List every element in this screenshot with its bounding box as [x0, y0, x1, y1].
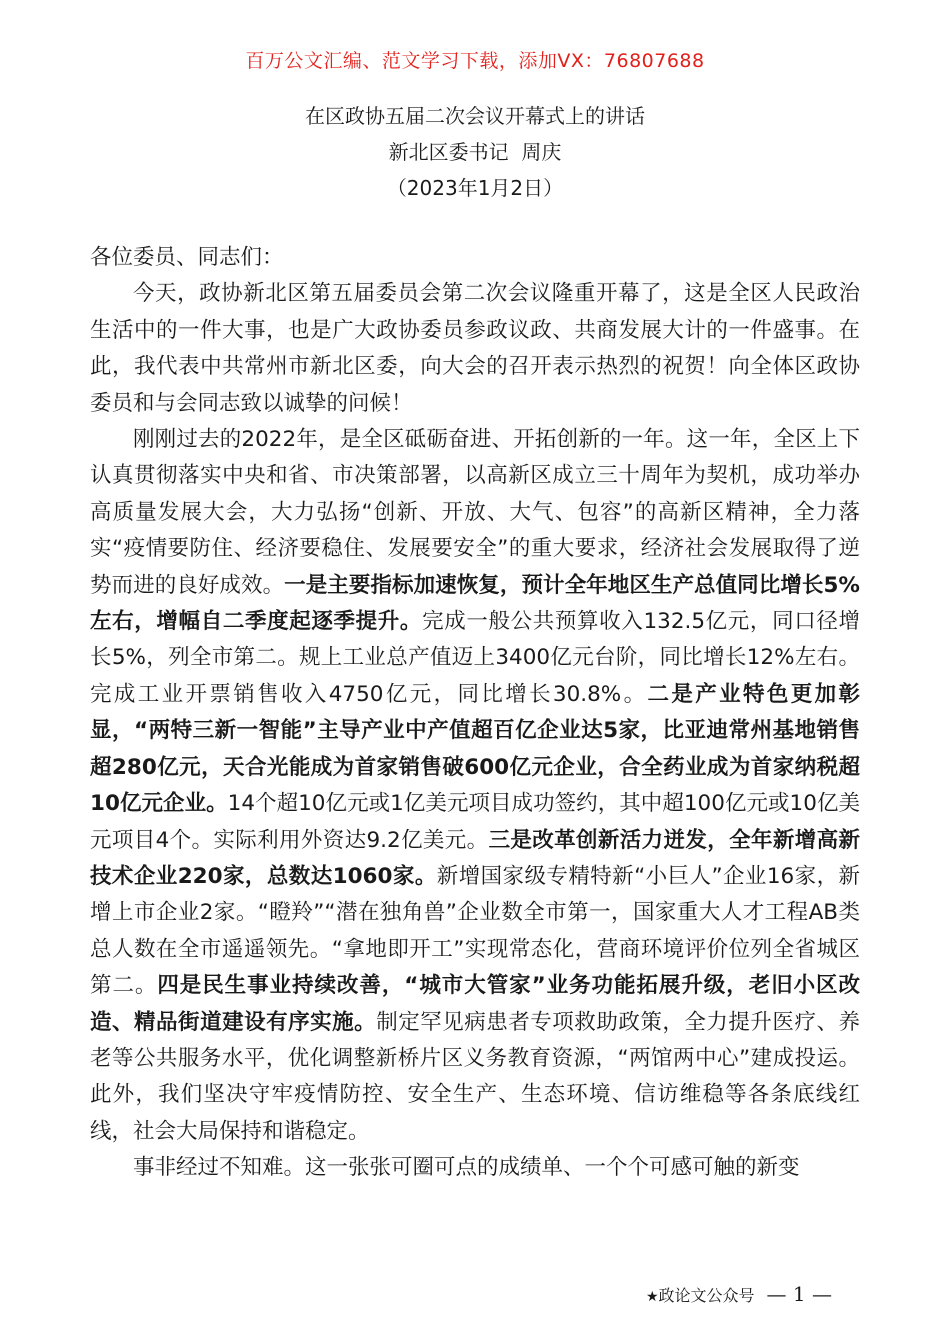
title-block [0, 98, 950, 206]
speech-body [90, 240, 860, 1187]
achievements-intro: 刚刚过去的2022年，是全区砥砺奋进、开拓创新的一年。这一年，全区上下认真贯彻落实中央和省、市决策部署，以高新区成立三十周年为契机，成功举办高质量发展大会，大力弘扬“创新、开放、大气、包容”的高新区精神，全力落实“疫情要防住、经济要稳住、发展要安全”的重大要求，经济社会发展取得了逆势而进的良好成效。 [90, 427, 860, 598]
footer-source [646, 1283, 755, 1306]
salutation: 各位委员、同志们： [90, 245, 284, 270]
highlight-indicators: 一是主要指标加速恢复，预计全年地区生产总值同比增长5%左右，增幅自二季度起逐季提升。 [90, 572, 860, 635]
highlight-innovation: 三是改革创新活力迸发，全年新增高新技术企业220家，总数达1060家。 [90, 827, 860, 889]
paragraph-opening: 今天，政协新北区第五届委员会第二次会议隆重开幕了，这是全区人民政治生活中的一件大事，也是广大政协委员参政议政、共商发展大计的一件盛事。在此，我代表中共常州市新北区委，向大会的召开表示热烈的祝贺！向全体区政协委员和与会同志致以诚挚的问候！ [90, 281, 860, 416]
footer-source-label: 政论文公众号 [658, 1285, 755, 1305]
livelihood-detail: 制定罕见病患者专项救助政策，全力提升医疗、养老等公共服务水平，优化调整新桥片区义务教育资源，“两馆两中心”建成投运。此外，我们坚决守牢疫情防控、安全生产、生态环境、信访维稳等各条底线红线，社会大局保持和谐稳定。 [90, 1009, 860, 1144]
speech-title: 在区政协五届二次会议开幕式上的讲话 [305, 104, 645, 128]
indicators-detail: 完成一般公共预算收入132.5亿元，同口径增长5%，列全市第二。规上工业总产值迈上3400亿元台阶，同比增长12%左右。完成工业开票销售收入4750亿元，同比增长30.8%。 [90, 609, 860, 707]
page-number: — 1 — [766, 1282, 832, 1306]
paragraph-reflection: 事非经过不知难。这一张张可圈可点的成绩单、一个个可感可触的新变 [133, 1155, 800, 1181]
page-footer [646, 1282, 832, 1306]
star-icon: ★ [645, 1288, 659, 1305]
highlight-livelihood: 四是民生事业持续改善，“城市大管家”业务功能拓展升级，老旧小区改造、精品街道建设有序实施。 [90, 973, 860, 1035]
paragraph-achievements [90, 422, 860, 1150]
industry-detail: 14个超10亿元或1亿美元项目成功签约，其中超100亿元或10亿美元项目4个。实际利用外资达9.2亿美元。 [90, 791, 860, 853]
speaker-line: 新北区委书记 周庆 [388, 140, 562, 164]
promo-banner: 百万公文汇编、范文学习下载，添加VX：76807688 [245, 50, 705, 72]
innovation-detail: 新增国家级专精特新“小巨人”企业16家，新增上市企业2家。“瞪羚”“潜在独角兽”企业数全市第一，国家重大人才工程AB类总人数在全市遥遥领先。“拿地即开工”实现常态化，营商环境评价位列全省城区第二。 [90, 863, 860, 999]
highlight-industry: 二是产业特色更加彰显，“两特三新一智能”主导产业中产值超百亿企业达5家，比亚迪常州基地销售超280亿元，天合光能成为首家销售破600亿元企业，合全药业成为首家纳税超10亿元企业。 [90, 681, 860, 817]
speech-date: （2023年1月2日） [386, 176, 564, 200]
